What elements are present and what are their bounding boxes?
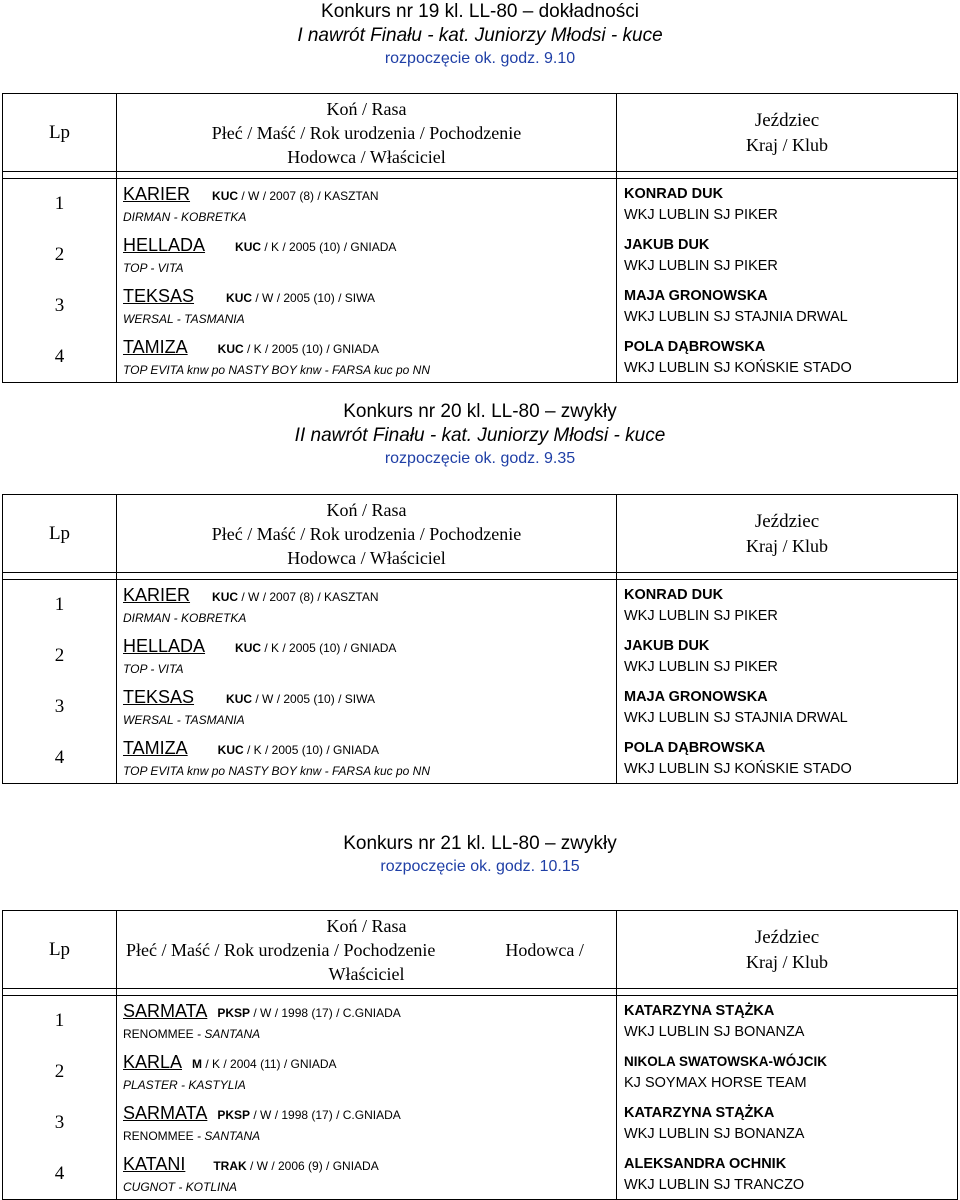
col-rider-header: Jeździec Kraj / Klub [617,911,958,989]
horse-pedigree: TOP - VITA [123,261,184,275]
table-row [3,1149,958,1200]
row-lp: 2 [3,230,117,281]
row-lp: 1 [3,580,117,631]
rider-cell [617,996,958,1047]
rider-name: KONRAD DUK [624,587,724,604]
horse-name: KARIER [123,184,191,205]
horse-cell [117,996,617,1047]
row-lp: 1 [3,996,117,1047]
horse-pedigree: CUGNOT - KOTLINA [123,1179,238,1194]
horse-cell [117,733,617,784]
table-row [3,281,958,332]
row-lp: 4 [3,332,117,383]
horse-name: TAMIZA [123,336,188,357]
rider-cell [617,332,958,383]
section-start-time: rozpoczęcie ok. godz. 9.10 [384,50,576,67]
horse-details: KUC / W / 2007 (8) / KASZTAN [212,189,379,204]
rider-cell [617,733,958,784]
col-lp-header: Lp [3,911,117,989]
horse-cell [117,580,617,631]
horse-name: TEKSAS [123,687,195,707]
row-lp: 3 [3,1098,117,1149]
rider-cell [617,1047,958,1098]
rider-club: WKJ LUBLIN SJ KOŃSKIE STADO [624,359,852,376]
section-2-heading [0,400,960,469]
row-lp: 4 [3,733,117,784]
row-lp: 3 [3,281,117,332]
horse-pedigree: DIRMAN - KOBRETKA [123,611,247,626]
row-lp: 4 [3,1149,117,1200]
rider-name: NIKOLA SWATOWSKA-WÓJCIK [624,1054,827,1069]
horse-details: M / K / 2004 (11) / GNIADA [192,1057,337,1071]
col-lp-header: Lp [3,94,117,172]
col-horse-header: Koń / Rasa Płeć / Maść / Rok urodzenia / Pochodzenie Hodowca / Właściciel [117,911,617,989]
rider-club: WKJ LUBLIN SJ BONANZA [624,1024,805,1041]
horse-details: KUC / K / 2005 (10) / GNIADA [235,641,397,655]
horse-cell [117,1047,617,1098]
section-start-time: rozpoczęcie ok. godz. 9.35 [384,450,576,467]
section-1-heading [0,0,960,69]
rider-club: WKJ LUBLIN SJ PIKER [624,659,778,675]
horse-details: TRAK / W / 2006 (9) / GNIADA [213,1158,379,1173]
rider-name: MAJA GRONOWSKA [624,689,768,705]
rider-cell [617,631,958,682]
table-row [3,682,958,733]
horse-pedigree: RENOMMEE - SANTANA [123,1027,261,1042]
horse-details: KUC / W / 2005 (10) / SIWA [226,692,375,706]
section-subtitle: II nawrót Finału - kat. Juniorzy Młodsi - kuce [294,425,666,446]
section-1-table [2,93,958,383]
row-lp: 3 [3,682,117,733]
rider-cell [617,230,958,281]
section-3-table [2,910,958,1200]
horse-name: KARIER [123,585,191,606]
horse-cell [117,1149,617,1200]
table-header-row [3,911,958,989]
col-rider-header: Jeździec Kraj / Klub [617,495,958,573]
horse-name: KATANI [123,1153,186,1174]
section-subtitle: I nawrót Finału - kat. Juniorzy Młodsi - kuce [297,25,663,46]
horse-cell [117,682,617,733]
section-title: Konkurs nr 21 kl. LL-80 – zwykły [343,833,617,854]
horse-cell [117,230,617,281]
horse-pedigree: PLASTER - KASTYLIA [123,1078,246,1092]
horse-pedigree: TOP EVITA knw po NASTY BOY knw - FARSA kuc po NN [123,362,430,377]
horse-cell [117,631,617,682]
col-lp-header: Lp [3,495,117,573]
rider-name: POLA DĄBROWSKA [624,739,766,756]
rider-club: WKJ LUBLIN SJ PIKER [624,258,778,274]
rider-club: WKJ LUBLIN SJ TRANCZO [624,1176,805,1193]
table-row [3,733,958,784]
col-horse-header: Koń / Rasa Płeć / Maść / Rok urodzenia / Pochodzenie Hodowca / Właściciel [117,495,617,573]
rider-club: WKJ LUBLIN SJ STAJNIA DRWAL [624,710,848,726]
horse-details: PKSP / W / 1998 (17) / C.GNIADA [217,1108,401,1122]
horse-name: TAMIZA [123,737,188,758]
rider-cell [617,179,958,230]
horse-pedigree: WERSAL - TASMANIA [123,713,245,727]
horse-name: HELLADA [123,235,206,255]
horse-details: KUC / K / 2005 (10) / GNIADA [217,742,380,757]
rider-club: WKJ LUBLIN SJ PIKER [624,207,778,224]
horse-cell [117,332,617,383]
horse-details: KUC / W / 2005 (10) / SIWA [226,291,375,305]
rider-name: KATARZYNA STĄŻKA [624,1003,775,1020]
rider-name: KATARZYNA STĄŻKA [624,1105,775,1121]
row-lp: 2 [3,631,117,682]
horse-name: TEKSAS [123,286,195,306]
rider-club: WKJ LUBLIN SJ PIKER [624,608,778,625]
table-header-row [3,94,958,172]
horse-name: HELLADA [123,636,206,656]
rider-club: KJ SOYMAX HORSE TEAM [624,1075,807,1091]
horse-name: SARMATA [123,1001,208,1022]
row-lp: 2 [3,1047,117,1098]
table-header-row [3,495,958,573]
table-row [3,332,958,383]
horse-pedigree: DIRMAN - KOBRETKA [123,210,247,225]
section-3-heading [0,832,960,877]
horse-cell [117,179,617,230]
table-row [3,996,958,1047]
horse-details: KUC / W / 2007 (8) / KASZTAN [212,590,379,605]
rider-name: POLA DĄBROWSKA [624,338,766,355]
table-row [3,179,958,230]
col-rider-header: Jeździec Kraj / Klub [617,94,958,172]
table-row [3,230,958,281]
table-row [3,1098,958,1149]
horse-pedigree: TOP EVITA knw po NASTY BOY knw - FARSA kuc po NN [123,763,430,778]
rider-cell [617,580,958,631]
row-lp: 1 [3,179,117,230]
rider-cell [617,682,958,733]
section-title: Konkurs nr 19 kl. LL-80 – dokładności [321,1,639,22]
rider-name: MAJA GRONOWSKA [624,288,768,304]
table-row [3,631,958,682]
horse-details: KUC / K / 2005 (10) / GNIADA [235,240,397,254]
table-row [3,1047,958,1098]
horse-details: PKSP / W / 1998 (17) / C.GNIADA [217,1006,401,1021]
rider-cell [617,1149,958,1200]
horse-pedigree: WERSAL - TASMANIA [123,312,245,326]
rider-name: ALEKSANDRA OCHNIK [624,1155,787,1172]
horse-pedigree: RENOMMEE - SANTANA [123,1129,261,1143]
section-2-table [2,494,958,784]
rider-name: KONRAD DUK [624,186,724,203]
horse-cell [117,281,617,332]
rider-club: WKJ LUBLIN SJ STAJNIA DRWAL [624,309,848,325]
horse-pedigree: TOP - VITA [123,662,184,676]
horse-cell [117,1098,617,1149]
rider-name: JAKUB DUK [624,237,710,253]
col-horse-header: Koń / Rasa Płeć / Maść / Rok urodzenia / Pochodzenie Hodowca / Właściciel [117,94,617,172]
rider-cell [617,1098,958,1149]
rider-club: WKJ LUBLIN SJ KOŃSKIE STADO [624,760,852,777]
horse-name: KARLA [123,1052,183,1072]
rider-club: WKJ LUBLIN SJ BONANZA [624,1126,805,1142]
table-row [3,580,958,631]
rider-name: JAKUB DUK [624,638,710,654]
section-start-time: rozpoczęcie ok. godz. 10.15 [380,858,580,875]
section-title: Konkurs nr 20 kl. LL-80 – zwykły [343,401,617,422]
horse-details: KUC / K / 2005 (10) / GNIADA [217,341,380,356]
rider-cell [617,281,958,332]
horse-name: SARMATA [123,1103,208,1123]
